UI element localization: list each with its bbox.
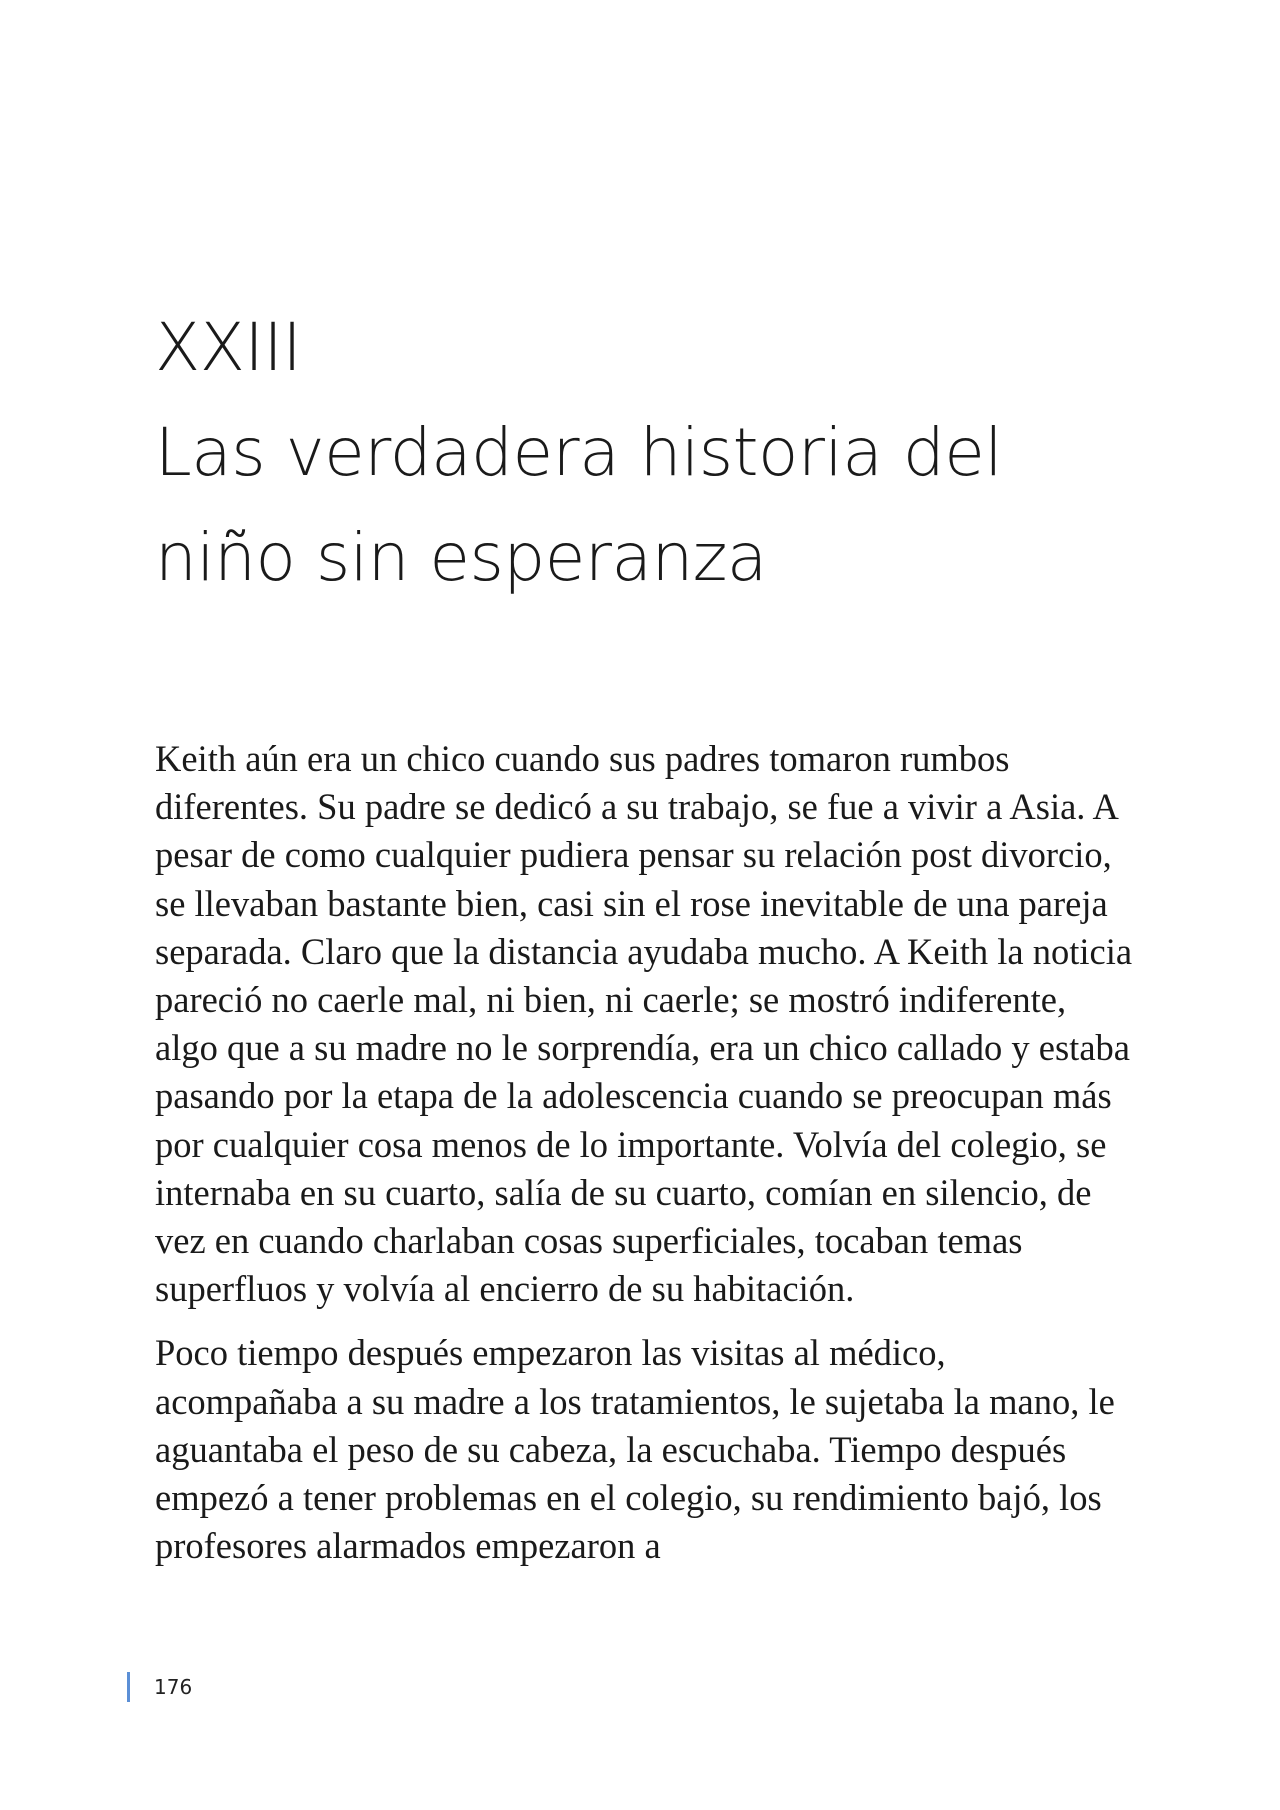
chapter-title-line-1: Las verdadera historia del bbox=[155, 414, 1003, 491]
chapter-number: XXIII bbox=[155, 309, 302, 386]
chapter-heading bbox=[155, 295, 1155, 610]
paragraph-2: Poco tiempo después empezaron las visitas al médico, acompañaba a su madre a los tratamientos, le sujetaba la mano, le aguantaba el peso de su cabeza, la escuchaba. Tiempo después empezó a tener problemas en el colegio, su rendimiento bajó, los profesores alarmados empezaron a bbox=[155, 1332, 1115, 1567]
page-footer bbox=[127, 1672, 192, 1702]
page-number: 176 bbox=[154, 1675, 193, 1699]
chapter-body bbox=[155, 735, 1135, 1586]
footer-rule bbox=[127, 1672, 130, 1702]
paragraph-1: Keith aún era un chico cuando sus padres tomaron rumbos diferentes. Su padre se dedicó a su trabajo, se fue a vivir a Asia. A pesar de como cualquier pudiera pensar su relación post divorcio, se llevaban bastante bien, casi sin el rose inevitable de una pareja separada. Claro que la distancia ayudaba mucho. A Keith la noticia pareció no caerle mal, ni bien, ni caerle; se mostró indiferente, algo que a su madre no le sorprendía, era un chico callado y estaba pasando por la etapa de la adolescencia cuando se preocupan más por cualquier cosa menos de lo importante. Volvía del colegio, se internaba en su cuarto, salía de su cuarto, comían en silencio, de vez en cuando charlaban cosas superficiales, tocaban temas superfluos y volvía al encierro de su habitación. bbox=[155, 738, 1133, 1310]
chapter-title-line-2: niño sin esperanza bbox=[155, 519, 767, 596]
